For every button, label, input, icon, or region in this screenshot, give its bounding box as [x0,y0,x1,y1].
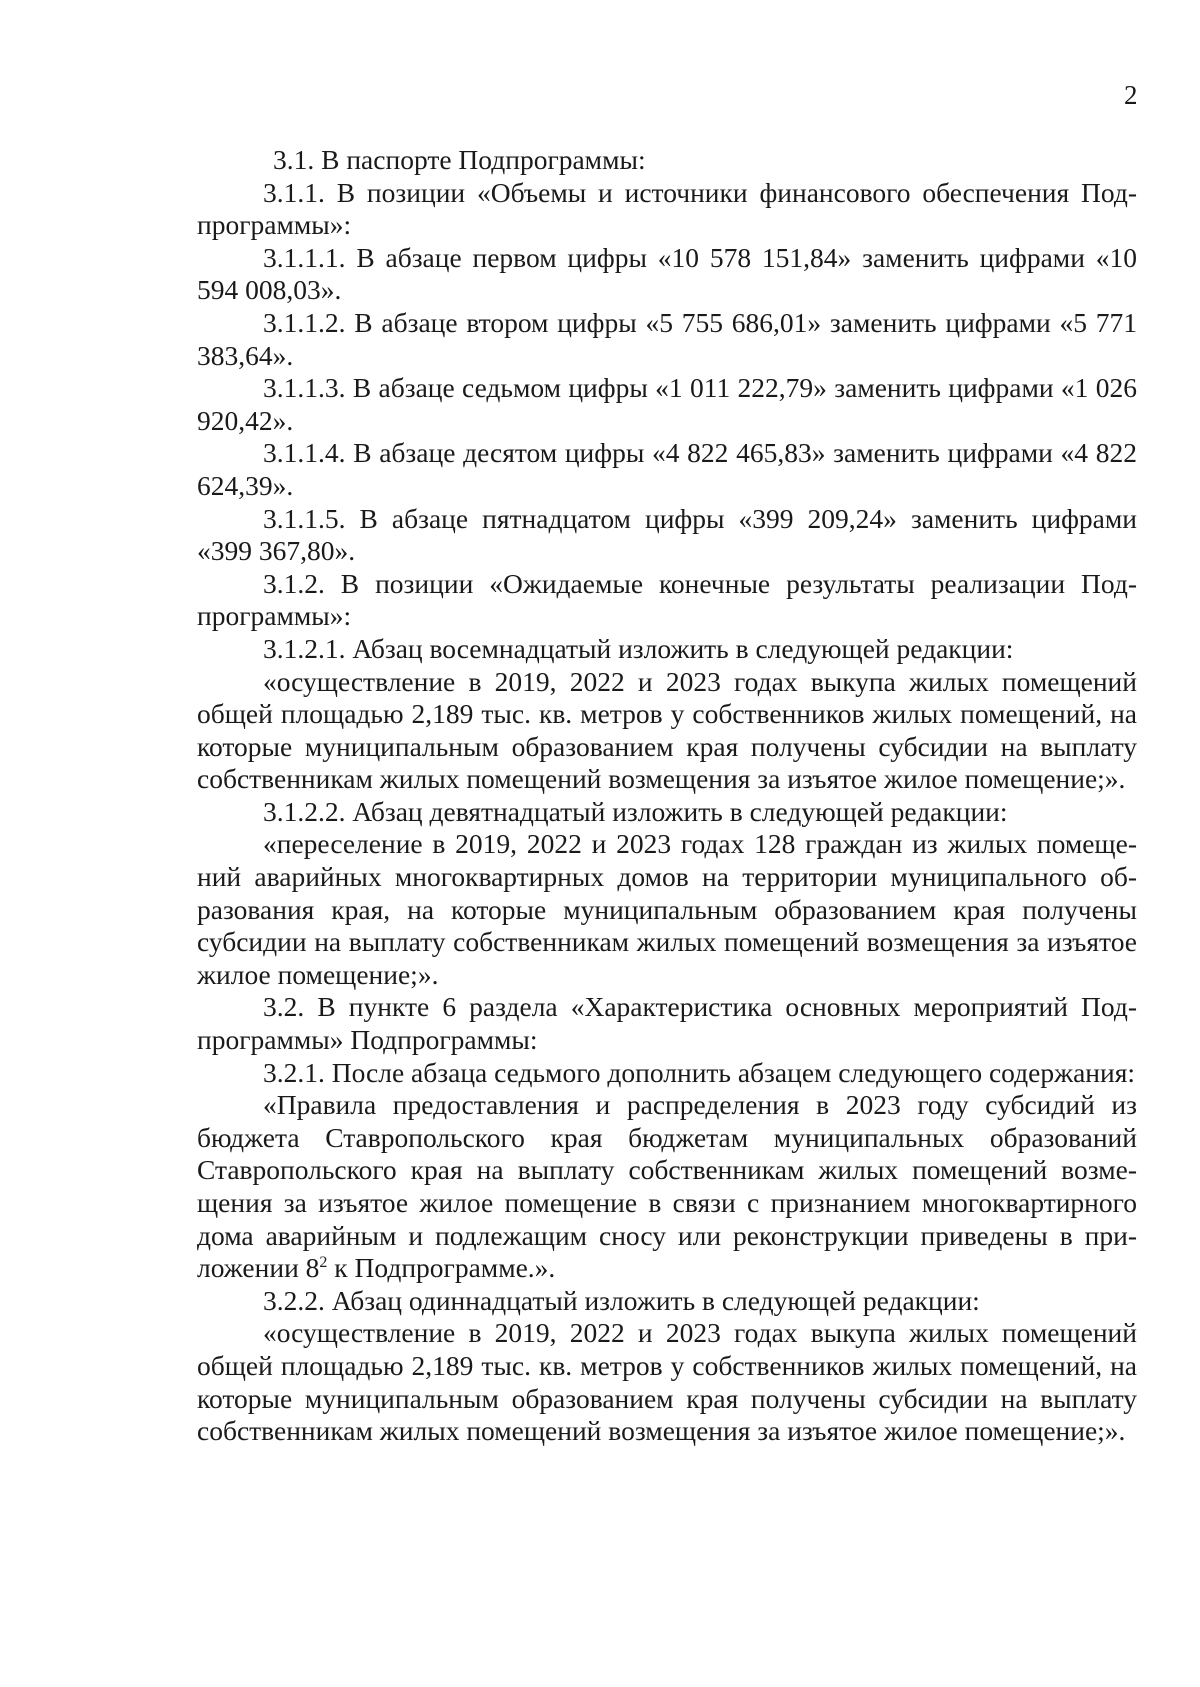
paragraph-3-1-1-3: 3.1.1.3. В абзаце седьмом цифры «1 011 222,79» заменить цифрами «1 026 920,42». [197,372,1137,436]
paragraph-3-1-1-4: 3.1.1.4. В абзаце десятом цифры «4 822 465,83» заменить цифрами «4 822 624,39». [197,437,1137,501]
paragraph-3-2-1-quote [197,1089,1137,1285]
document-body [197,144,1137,1448]
paragraph-3-1-2-1-quote: «осуществление в 2019, 2022 и 2023 годах выкупа жилых помещений общей площадью 2,189 тыс. кв. метров у собственников жилых помещений, на которые муниципальным образованием края получены субсидии на выплату собственникам жилых помещений возмещения за изъятое жилое помещение;». [197,665,1137,795]
paragraph-3-1-2-2-quote: «переселение в 2019, 2022 и 2023 годах 128 граждан из жилых помещений аварийных многоквартирных домов на территории муниципального образования края, на которые муниципальным образованием края получены субсидии на выплату собственникам жилых помещений возмещения за изъятое жилое помещение;». [197,828,1137,990]
paragraph-3-1-2: 3.1.2. В позиции «Ожидаемые конечные результаты реализации Подпрограммы»: [197,567,1137,632]
appendix-superscript: 2 [319,1254,328,1272]
paragraph-3-2-1: 3.2.1. После абзаца седьмого дополнить абзацем следующего содержания: [263,1056,1136,1088]
paragraph-3-2-2-quote: «осуществление в 2019, 2022 и 2023 годах выкупа жилых помещений общей площадью 2,189 тыс. кв. метров у собственников жилых помещений, на которые муниципальным образованием края получены субсидии на выплату собственникам жилых помещений возмещения за изъятое жилое помещение;». [197,1317,1137,1447]
paragraph-3-1-2-1: 3.1.2.1. Абзац восемнадцатый изложить в следующей редакции: [263,632,1014,664]
quote-text-after: к Подпрограмме.». [327,1252,556,1284]
paragraph-3-1-1-1: 3.1.1.1. В абзаце первом цифры «10 578 151,84» заменить цифрами «10 594 008,03». [197,241,1137,306]
paragraph-3-1-1-2: 3.1.1.2. В абзаце втором цифры «5 755 686,01» заменить цифрами «5 771 383,64». [197,306,1137,371]
paragraph-3-2-2: 3.2.2. Абзац одиннадцатый изложить в следующей редакции: [263,1284,980,1316]
paragraph-3-1-1: 3.1.1. В позиции «Объемы и источники финансового обеспечения Подпрограммы»: [197,176,1137,241]
paragraph-3-2: 3.2. В пункте 6 раздела «Характеристика основных мероприятий Подпрограммы» Подпрограммы: [197,991,1137,1056]
paragraph-3-1-1-5: 3.1.1.5. В абзаце пятнадцатом цифры «399 209,24» заменить цифрами «399 367,80». [197,502,1137,567]
paragraph-3-1: 3.1. В паспорте Подпрограммы: [273,144,646,175]
page-number: 2 [1124,80,1138,110]
quote-text-before: «Правила предоставления и распределения в 2023 году субсидий из бюджета Ставропольского края бюджетам муниципальных образований Ставропольского края на выплату собственникам жилых помещений возмещения за изъятое жилое помещение в связи с признанием многоквартирного дома аварийным и подлежащим сносу или реконструкции приведены в приложении 8 [197,1089,1137,1284]
paragraph-3-1-2-2: 3.1.2.2. Абзац девятнадцатый изложить в следующей редакции: [263,795,1008,827]
